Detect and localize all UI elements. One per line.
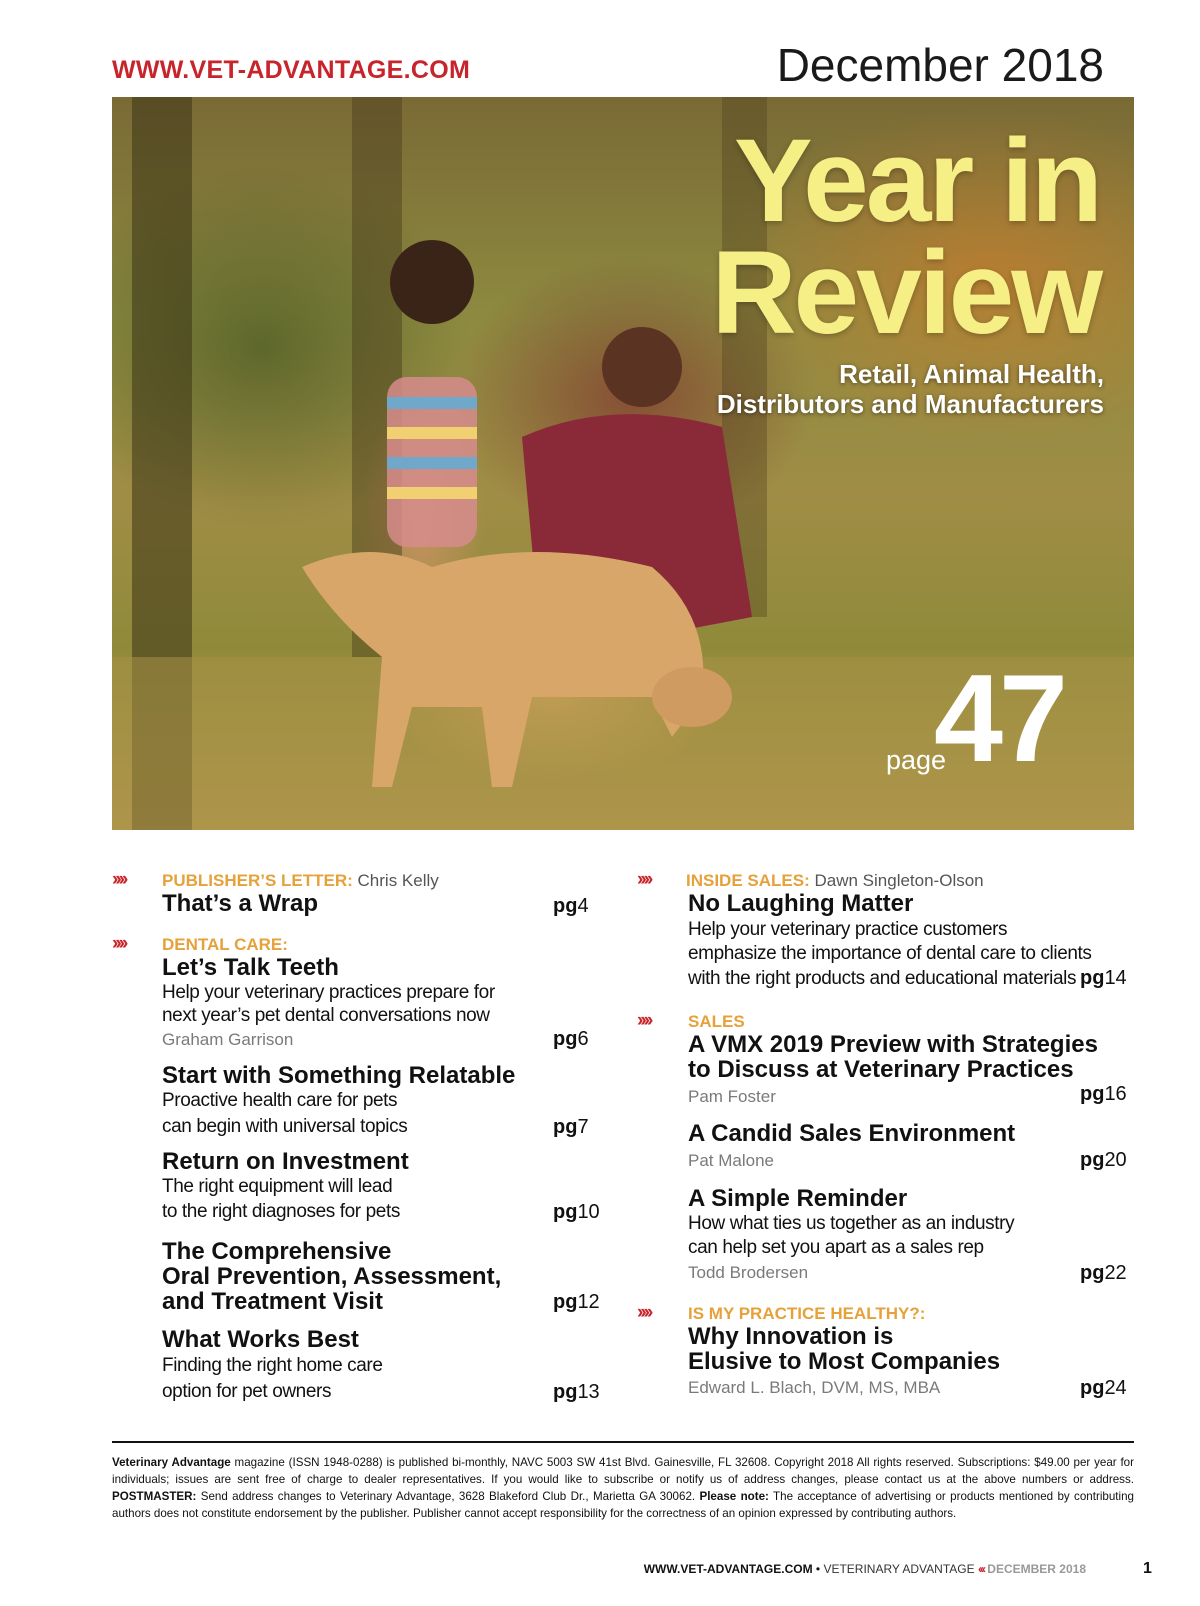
page-ref-label: pg (1080, 967, 1105, 989)
page-ref-label: pg (553, 895, 578, 917)
article-title[interactable]: Return on Investment (162, 1148, 409, 1175)
article-title[interactable] (688, 1324, 1000, 1374)
page-ref-number: 12 (577, 1291, 600, 1313)
article-title-line: to Discuss at Veterinary Practices (688, 1056, 1074, 1083)
article-title[interactable]: What Works Best (162, 1326, 359, 1353)
article-author: Pat Malone (688, 1151, 774, 1170)
article-desc-line: can begin with universal topics (162, 1116, 408, 1137)
page-ref-number: 14 (1104, 967, 1127, 989)
chevron-icon: ›››› (112, 933, 126, 954)
chevron-icon: ›››› (112, 869, 126, 890)
kicker-byline: Dawn Singleton-Olson (814, 871, 984, 890)
article-title[interactable]: That’s a Wrap (162, 890, 319, 917)
page-ref-label: pg (553, 1381, 578, 1403)
page-ref-number: 4 (577, 895, 589, 917)
article-author: Pam Foster (688, 1087, 776, 1106)
legal-note-label: Please note: (699, 1490, 769, 1503)
article-desc-line: How what ties us together as an industry (688, 1213, 1015, 1234)
running-footer (644, 1562, 1086, 1576)
article-desc-line: Finding the right home care (162, 1355, 383, 1376)
legal-postmaster-label: POSTMASTER: (112, 1490, 197, 1503)
footer-month: DECEMBER 2018 (987, 1562, 1086, 1576)
page-ref-number: 24 (1104, 1377, 1127, 1399)
article-desc-line: to the right diagnoses for pets (162, 1201, 400, 1222)
article-desc-line: emphasize the importance of dental care to clients (688, 943, 1092, 964)
legal-magazine-name: Veterinary Advantage (112, 1456, 231, 1469)
article-title[interactable]: A Simple Reminder (688, 1185, 908, 1212)
section-kicker-sales: SALES (688, 1012, 745, 1031)
page-ref[interactable] (553, 895, 589, 918)
page-ref-number: 10 (577, 1201, 600, 1223)
article-desc-line: next year’s pet dental conversations now (162, 1005, 490, 1026)
page-ref-number: 6 (577, 1028, 589, 1050)
kicker-label: INSIDE SALES: (686, 871, 810, 890)
article-desc-line: option for pet owners (162, 1381, 332, 1402)
article-title[interactable]: A Candid Sales Environment (688, 1120, 1016, 1147)
page-ref-number: 20 (1104, 1149, 1127, 1171)
legal-text: Send address changes to Veterinary Advantage, 3628 Blakeford Club Dr., Marietta GA 30062. (196, 1490, 700, 1503)
page-ref[interactable] (553, 1381, 600, 1404)
page-ref[interactable] (553, 1028, 589, 1051)
article-title[interactable] (162, 1239, 501, 1314)
page-ref-label: pg (553, 1201, 578, 1223)
cover-subheadline-line2: Distributors and Manufacturers (716, 389, 1104, 419)
kicker-byline: Chris Kelly (357, 871, 439, 890)
page-ref[interactable] (1080, 1377, 1127, 1400)
article-title-line: The Comprehensive (162, 1238, 392, 1265)
page-number: 1 (1143, 1560, 1152, 1577)
cover-subheadline (717, 359, 1104, 419)
chevron-icon: ›››› (637, 869, 651, 890)
footer-magazine: VETERINARY ADVANTAGE (823, 1562, 975, 1576)
legal-text: The acceptance of advertising or products mentioned by contributing authors does not constitute endorsement by the publisher. Publisher cannot accept responsibility for the correctness of an opinion expressed by contributing authors. (112, 1490, 1134, 1520)
page-ref-number: 7 (577, 1116, 589, 1138)
page-ref[interactable] (553, 1201, 600, 1224)
cover-page-number: 47 (934, 650, 1064, 788)
article-title[interactable]: Let’s Talk Teeth (162, 954, 339, 981)
page-ref[interactable] (553, 1291, 600, 1314)
page-ref[interactable] (1080, 1149, 1127, 1172)
page-ref-number: 16 (1104, 1083, 1127, 1105)
page-ref-label: pg (553, 1116, 578, 1138)
page-ref-label: pg (1080, 1377, 1105, 1399)
article-title[interactable]: Start with Something Relatable (162, 1062, 516, 1089)
page-ref-label: pg (1080, 1262, 1105, 1284)
article-author: Graham Garrison (162, 1030, 294, 1049)
footer-separator: • (815, 1562, 821, 1576)
page-ref[interactable] (1080, 1083, 1127, 1106)
article-title-line: Oral Prevention, Assessment, (162, 1263, 502, 1290)
article-desc-line: with the right products and educational materials (688, 968, 1077, 989)
section-kicker-practice-healthy: IS MY PRACTICE HEALTHY?: (688, 1304, 926, 1323)
cover-subheadline-line1: Retail, Animal Health, (839, 359, 1104, 389)
cover-headline-line2: Review (711, 227, 1100, 359)
article-title-line: and Treatment Visit (162, 1288, 383, 1315)
article-desc-line: Help your veterinary practices prepare for (162, 982, 495, 1003)
article-desc-line: Proactive health care for pets (162, 1090, 398, 1111)
section-kicker-dental-care: DENTAL CARE: (162, 935, 288, 954)
legal-notice (112, 1454, 1134, 1522)
page-ref-number: 22 (1104, 1262, 1127, 1284)
page-ref-label: pg (1080, 1083, 1105, 1105)
cover-photo (112, 97, 1134, 830)
section-kicker-inside-sales (686, 871, 984, 891)
article-desc-line: can help set you apart as a sales rep (688, 1237, 984, 1258)
article-title-line: Elusive to Most Companies (688, 1348, 1001, 1375)
page-ref[interactable] (553, 1116, 589, 1139)
issue-date: December 2018 (776, 39, 1104, 91)
cover-headline-line1: Year in (733, 115, 1100, 247)
legal-text: magazine (ISSN 1948-0288) is published bi-monthly, NAVC 5003 SW 41st Blvd. Gainesville, FL 32608. Copyright 2018 All rights reserved. Subscriptions: $49.00 per year for individuals; issues are sent free of charge to dealer representatives. If you would like to subscribe or notify us of address changes, please contact us at the above numbers or address. (112, 1456, 1134, 1486)
article-title-line: A VMX 2019 Preview with Strategies (688, 1031, 1098, 1058)
page-ref[interactable] (1080, 967, 1127, 990)
article-title-line: Why Innovation is (688, 1323, 894, 1350)
article-title[interactable]: No Laughing Matter (688, 890, 914, 917)
section-kicker-publishers-letter (162, 871, 439, 891)
kicker-label: PUBLISHER’S LETTER: (162, 871, 353, 890)
footer-url[interactable]: WWW.VET-ADVANTAGE.COM (643, 1562, 813, 1576)
page-ref-label: pg (553, 1291, 578, 1313)
article-author: Edward L. Blach, DVM, MS, MBA (688, 1378, 941, 1397)
chevron-icon: ›››› (637, 1302, 651, 1323)
cover-page-word: page (886, 745, 947, 775)
cover-headline (711, 115, 1100, 359)
page-ref-label: pg (1080, 1149, 1105, 1171)
page-ref-label: pg (553, 1028, 578, 1050)
article-author: Todd Brodersen (688, 1263, 809, 1282)
page-ref[interactable] (1080, 1262, 1127, 1285)
site-url[interactable]: WWW.VET-ADVANTAGE.COM (112, 56, 471, 84)
page-ref-number: 13 (577, 1381, 600, 1403)
article-desc-line: The right equipment will lead (162, 1176, 393, 1197)
chevron-left-icon: ‹‹‹ (977, 1562, 984, 1576)
article-title[interactable] (688, 1032, 1098, 1082)
article-desc-line: Help your veterinary practice customers (688, 919, 1008, 940)
chevron-icon: ›››› (637, 1010, 651, 1031)
footer-divider (112, 1441, 1134, 1443)
